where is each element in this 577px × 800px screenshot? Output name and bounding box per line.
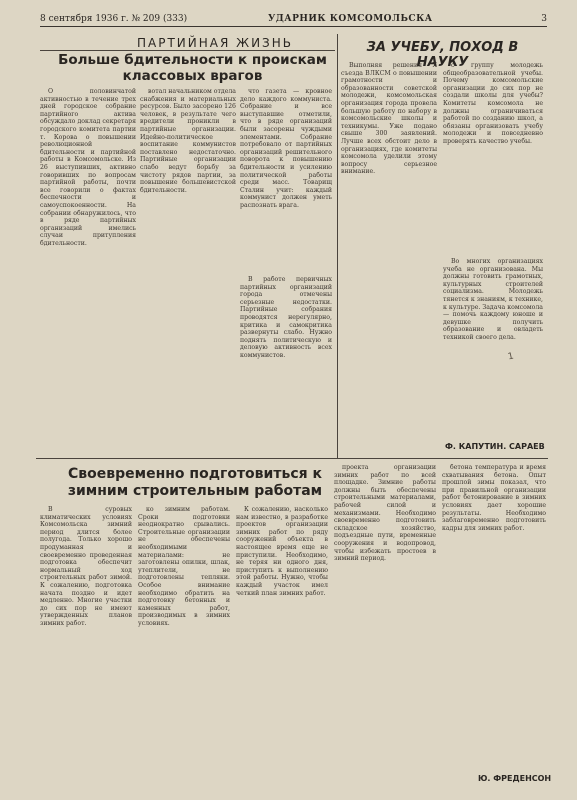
section-divider (40, 50, 335, 51)
vigilance-headline: Больше бдительности к проискам классовых врагов (58, 52, 327, 84)
study-headline: ЗА УЧЕБУ, ПОХОД В НАУКУ (366, 40, 519, 70)
handwritten-mark: 1 (507, 351, 515, 363)
study-signature: Ф. КАПУТИН. САРАЕВ (445, 442, 545, 451)
winter-column-1: В суровых климатических условиях Комсомольска зимний период длится более полугода. Только хорошо продуманная и своевременно проведенная подготовка обеспечит нормальный ход строительных работ зимой. К сожалению, подготовка начата поздно и идет медленно. Многие участки до сих пор не имеют утвержденных планов зимних работ. (40, 506, 132, 627)
page-number: 3 (541, 14, 547, 24)
column-divider (337, 34, 338, 458)
section-title: ПАРТИЙНАЯ ЖИЗНЬ (137, 36, 293, 50)
issue-date: 8 сентября 1936 г. № 209 (333) (40, 14, 188, 24)
vigilance-column-1: О половинчатой активностью в течение трех дней городское собрание партийного актива обсуждало доклад секретаря городского комитета партии т. Корова о повышении революционной бдительности и партийной работы в Комсомольске. Из 26 выступивших, активно говоривших по вопросам партийной работы, почти все говорили о фактах беспечности и самоуспокоенности. На собрании обнаружилось, что в ряде партийных организаций имелись случаи притупления бдительности. (40, 88, 136, 247)
horizontal-divider (36, 458, 548, 459)
winter-column-4: проекта организации зимних работ по всей площадке. Зимние работы должны быть обеспечены строительными материалами, рабочей силой и механизмами. Необходимо своевременно подготовить складское хозяйство, подъездные пути, временные сооружения и водопровод, чтобы избежать простоев в зимний период. (334, 464, 436, 563)
winter-headline: Своевременно подготовиться к зимним строительным работам (67, 466, 323, 499)
study-column-2: с группу молодежь общеобразовательной учебы. Почему комсомольские организации до сих пор не создали школы для учебы? Комитеты комсомола не должны ограничиваться работой по созданию школ, а обязаны организовать учебу молодежи и повседневно проверять качество учебы. (443, 62, 543, 145)
winter-column-2: ко зимним работам. Сроки подготовки неоднократно срывались. Строительные организации не обеспечены необходимыми материалами: не заготовлены опилки, шлак, утеплители, не подготовлены тепляки. Особое внимание необходимо обратить на подготовку бетонных и каменных работ, производимых в зимних условиях. (138, 506, 230, 627)
study-column-1: Выполняя решения X съезда ВЛКСМ о повышении грамотности и образованности советской молодежи, комсомольская организация города провела большую работу по набору в комсомольские школы и техникумы. Уже подано свыше 300 заявлений. Лучше всех обстоит дело в организациях, где комитеты комсомола уделили этому вопросу серьезное внимание. (341, 62, 437, 176)
vigilance-column-3b: В работе первичных партийных организаций города отмечены серьезные недостатки. Партийные собрания проводятся нерегулярно, критика и самокритика развернуты слабо. Нужно поднять политическую и деловую активность всех коммунистов. (240, 276, 332, 359)
winter-column-3: К сожалению, насколько нам известно, в разработке проектов организации зимних работ по ряду сооружений объекта в настоящее время еще не приступили. Необходимо, не теряя ни одного дня, приступить к выполнению этой работы. Нужно, чтобы каждый участок имел четкий план зимних работ. (236, 506, 328, 597)
study-column-3: Во многих организациях учеба не организована. Мы должны готовить грамотных, культурных строителей социализма. Молодежь тянется к знаниям, к технике, к культуре. Задача комсомола — помочь каждому юноше и девушке получить образование и овладеть техникой своего дела. (443, 258, 543, 341)
newspaper-title: УДАРНИК КОМСОМОЛЬСКА (268, 14, 433, 24)
vigilance-column-3: что газета — кровное дело каждого коммуниста. Собрание и все выступавшие отметили, что в ряде организаций были засорены чуждыми элементами. Собрание потребовало от партийных организаций решительного поворота к повышению бдительности и усилению политической работы среди масс. Товарищ Сталин учит: каждый коммунист должен уметь распознать врага. (240, 88, 332, 209)
winter-signature: Ю. ФРЕДЕНСОН (478, 774, 552, 783)
winter-column-5: бетона температура и время схватывания бетона. Опыт прошлой зимы показал, что при правильной организации работ бетонирование в зимних условиях дает хорошие результаты. Необходимо заблаговременно подготовить кадры для зимних работ. (442, 464, 546, 532)
page-header (40, 14, 547, 27)
vigilance-column-2: вотал начальником отдела снабжения и материальных ресурсов. Было засорено 126 человек, в результате чего вредители проникли в партийные организации. Идейно-политическое воспитание коммунистов поставлено недостаточно. Партийные организации слабо ведут борьбу за чистоту рядов партии, за повышение большевистской бдительности. (140, 88, 236, 194)
